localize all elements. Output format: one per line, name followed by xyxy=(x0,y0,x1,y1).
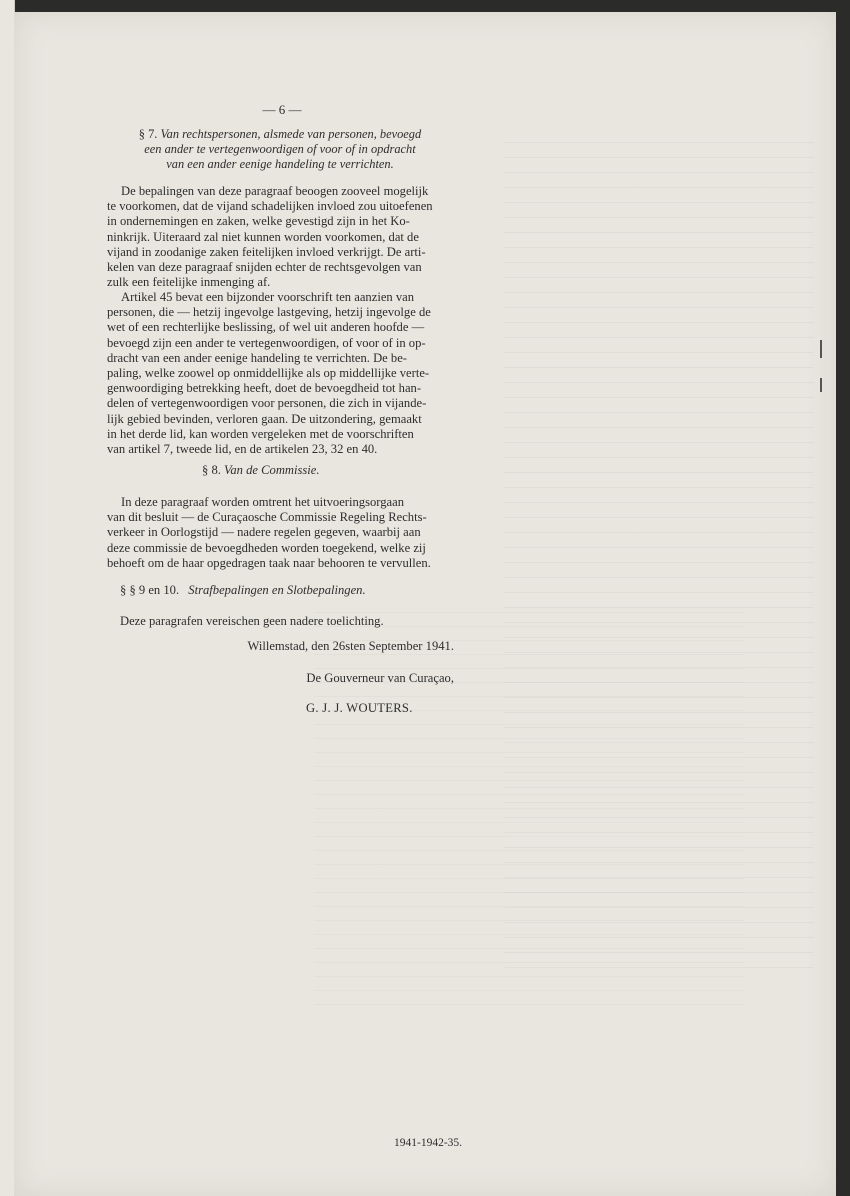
text-line: vijand in zoodanige zaken feitelijken invloed verkrijgt. De arti- xyxy=(107,244,426,259)
place-date: Willemstad, den 26sten September 1941. xyxy=(247,639,454,653)
text-line: zulk een feitelijke inmenging af. xyxy=(107,275,271,290)
text-line: genwoordiging betrekking heeft, doet de bevoegdheid tot han- xyxy=(107,381,422,396)
text-line: delen of vertegenwoordigen voor personen, die zich in vijande- xyxy=(107,396,427,411)
text-line: personen, die — hetzij ingevolge lastgeving, hetzij ingevolge de xyxy=(107,305,431,320)
section-mark: § § 9 en 10. xyxy=(120,583,180,597)
page-number: — 6 — xyxy=(262,102,302,117)
section-7-heading xyxy=(104,127,456,173)
text-line: van dit besluit — de Curaçaosche Commissie Regeling Rechts- xyxy=(107,510,427,525)
margin-mark xyxy=(820,378,822,392)
text-line: Artikel 45 bevat een bijzonder voorschrift ten aanzien van xyxy=(121,290,415,304)
section-title: Strafbepalingen en Slotbepalingen. xyxy=(188,583,366,597)
section-title-line: van een ander eenige handeling te verrichten. xyxy=(166,157,394,172)
text-line: te voorkomen, dat de vijand schadelijken invloed zou uitoefenen xyxy=(107,199,433,214)
text-line: bevoegd zijn een ander te vertegenwoordigen, of voor of in op- xyxy=(107,335,426,350)
paragraph-1 xyxy=(107,184,455,290)
text-line: kelen van deze paragraaf snijden echter de rechtsgevolgen van xyxy=(107,260,422,275)
section-title-line: Van rechtspersonen, alsmede van personen, bevoegd xyxy=(160,127,422,141)
text-line: ninkrijk. Uiteraard zal niet kunnen worden voorkomen, dat de xyxy=(107,229,419,244)
paragraph-3 xyxy=(107,495,455,571)
section-mark: § 7. xyxy=(138,127,158,141)
section-9-10-heading xyxy=(120,583,366,598)
signatory-title: De Gouverneur van Curaçao, xyxy=(306,671,454,685)
paragraph-4: Deze paragrafen vereischen geen nadere toelichting. xyxy=(120,614,384,628)
signatory-name: G. J. J. WOUTERS. xyxy=(306,701,413,715)
margin-mark xyxy=(820,340,822,358)
section-8-heading xyxy=(202,463,320,478)
scan-border-left xyxy=(0,0,15,1196)
text-line: in ondernemingen en zaken, welke gevestigd zijn in het Ko- xyxy=(107,214,410,229)
text-line: van artikel 7, tweede lid, en de artikelen 23, 32 en 40. xyxy=(107,442,378,457)
text-line: in het derde lid, kan worden vergeleken met de voorschriften xyxy=(107,426,414,441)
footer-reference: 1941-1942-35. xyxy=(394,1137,463,1149)
section-mark: § 8. xyxy=(202,463,221,477)
scan-border-top xyxy=(0,0,850,12)
text-line: wet of een rechterlijke beslissing, of wel uit anderen hoofde — xyxy=(107,320,425,335)
text-line: dracht van een ander eenige handeling te verrichten. De be- xyxy=(107,350,407,365)
text-line: deze commissie de bevoegdheden worden toegekend, welke zij xyxy=(107,540,426,555)
paragraph-2 xyxy=(107,290,455,457)
section-title: Van de Commissie. xyxy=(224,463,320,477)
section-title-line: een ander te vertegenwoordigen of voor of in opdracht xyxy=(144,142,416,157)
text-line: verkeer in Oorlogstijd — nadere regelen gegeven, waarbij aan xyxy=(107,525,421,540)
text-line: behoeft om de haar opgedragen taak naar behooren te vervullen. xyxy=(107,555,431,570)
text-line: In deze paragraaf worden omtrent het uitvoeringsorgaan xyxy=(121,495,405,509)
text-line: De bepalingen van deze paragraaf beoogen zooveel mogelijk xyxy=(121,184,429,198)
text-line: paling, welke zoowel op onmiddellijke als op middellijke verte- xyxy=(107,366,430,381)
text-line: lijk gebied bevinden, verloren gaan. De uitzondering, gemaakt xyxy=(107,411,422,426)
scan-border-right xyxy=(836,0,850,1196)
